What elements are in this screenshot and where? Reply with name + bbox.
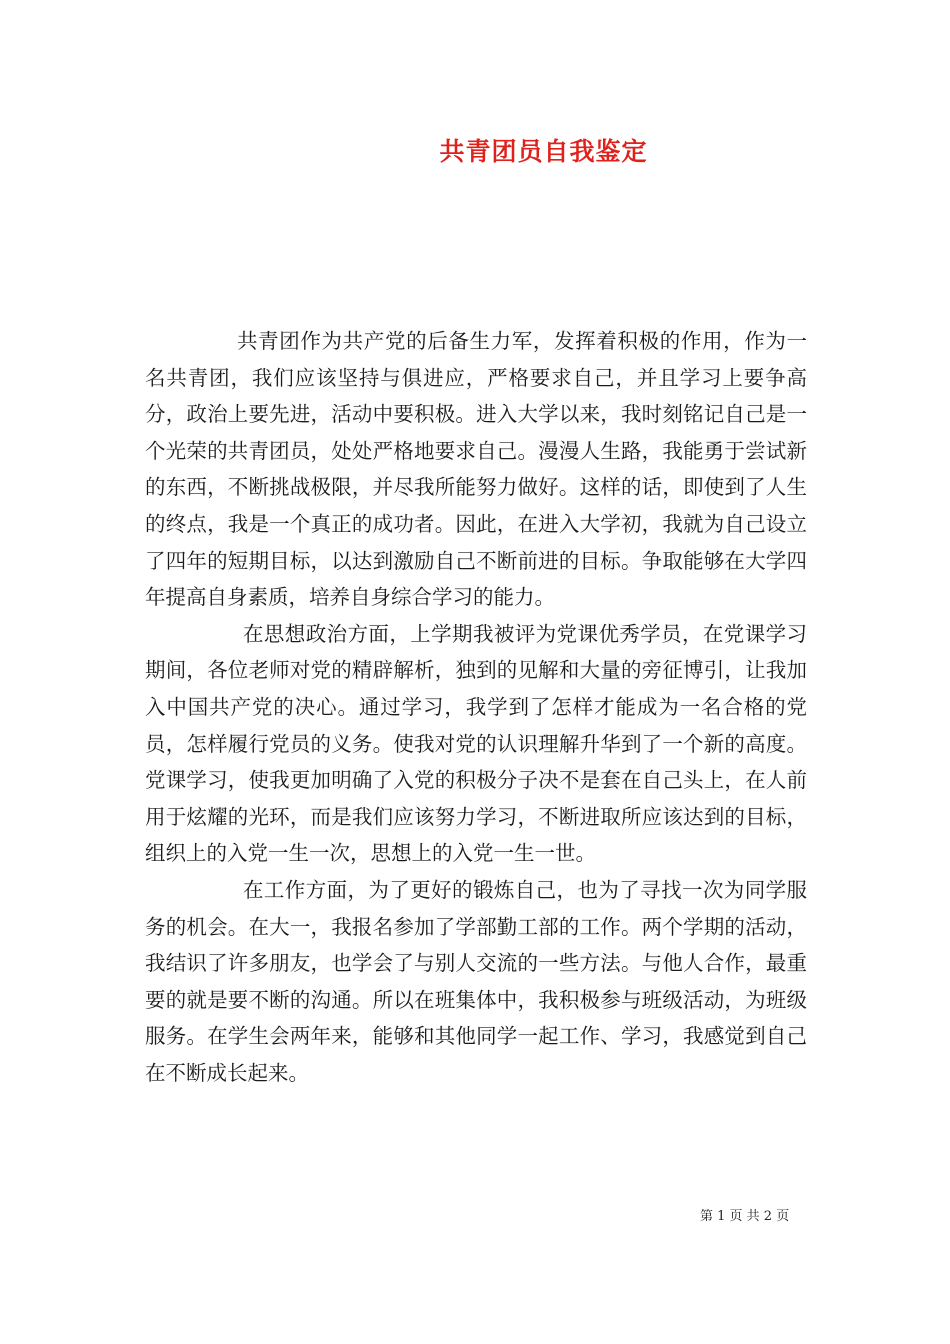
page-number-footer: 第 1 页 共 2 页 xyxy=(700,1209,790,1224)
paragraph-political: 在思想政治方面，上学期我被评为党课优秀学员，在党课学习期间，各位老师对党的精辟解析，独到的见解和大量的旁征博引，让我加入中国共产党的决心。通过学习，我学到了怎样才能成为一名合格的党员，怎样履行党员的义务。使我对党的认识理解升华到了一个新的高度。党课学习，使我更加明确了入党的积极分子决不是套在自己头上，在人前用于炫耀的光环，而是我们应该努力学习，不断进取所应该达到的目标，组织上的入党一生一次，思想上的入党一生一世。 xyxy=(145,621,807,866)
paragraph-intro: 共青团作为共产党的后备生力军，发挥着积极的作用，作为一名共青团，我们应该坚持与俱进应，严格要求自己，并且学习上要争高分，政治上要先进，活动中要积极。进入大学以来，我时刻铭记自己是一个光荣的共青团员，处处严格地要求自己。漫漫人生路，我能勇于尝试新的东西，不断挑战极限，并尽我所能努力做好。这样的话，即使到了人生的终点，我是一个真正的成功者。因此，在进入大学初，我就为自己设立了四年的短期目标，以达到激励自己不断前进的目标。争取能够在大学四年提高自身素质，培养自身综合学习的能力。 xyxy=(145,329,807,610)
paragraph-work: 在工作方面，为了更好的锻炼自己，也为了寻找一次为同学服务的机会。在大一，我报名参加了学部勤工部的工作。两个学期的活动，我结识了许多朋友，也学会了与别人交流的一些方法。与他人合作，最重要的就是要不断的沟通。所以在班集体中，我积极参与班级活动，为班级服务。在学生会两年来，能够和其他同学一起工作、学习，我感觉到自己在不断成长起来。 xyxy=(145,877,807,1085)
document-title: 共青团员自我鉴定 xyxy=(439,137,648,166)
document-body xyxy=(145,323,807,1091)
